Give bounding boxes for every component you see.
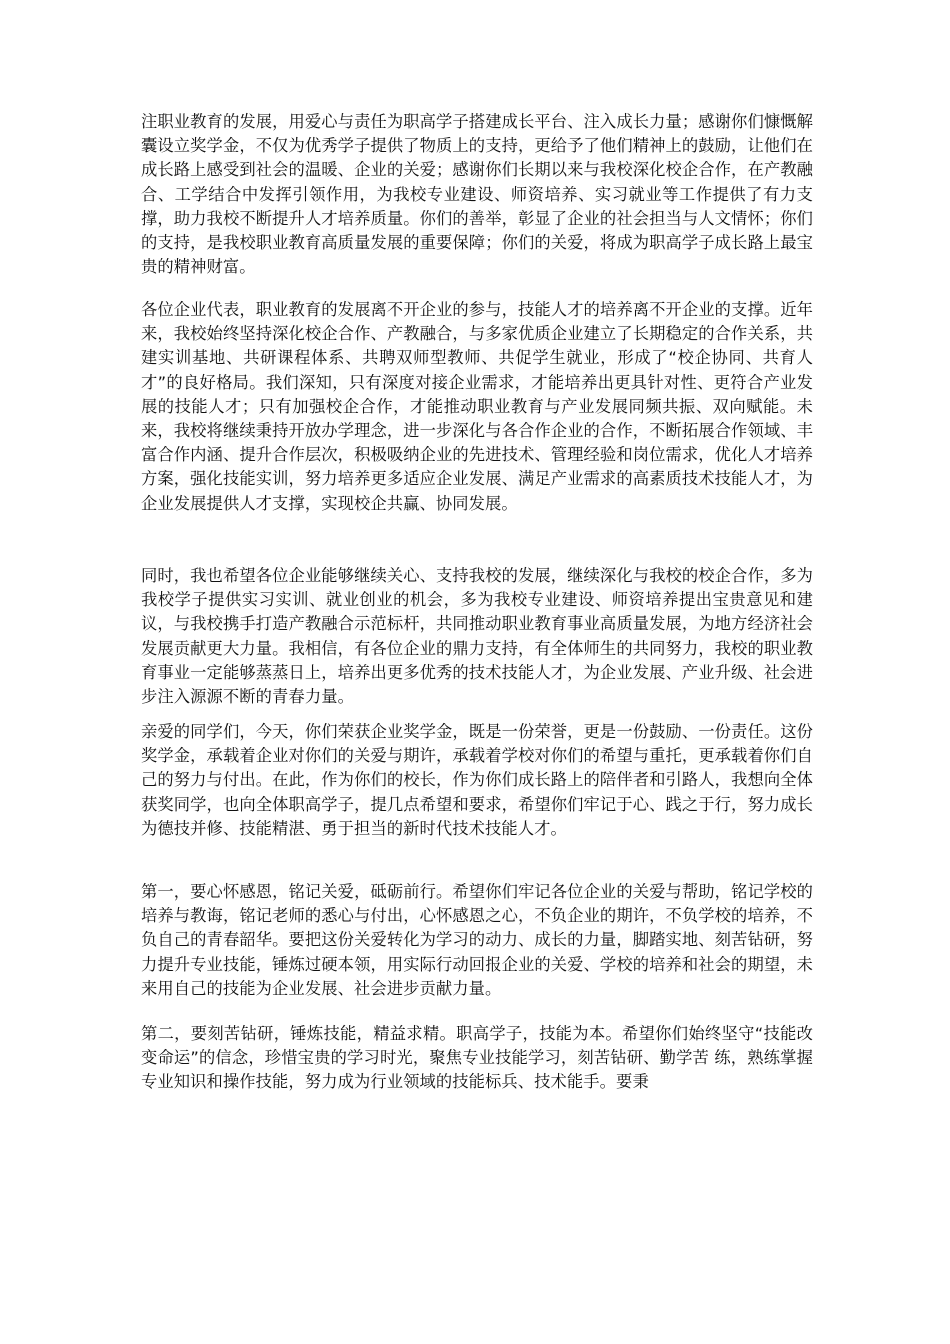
paragraph-enterprise-representatives: 各位企业代表，职业教育的发展离不开企业的参与，技能人才的培养离不开企业的支撑。近年来，我校始终坚持深化校企合作、产教融合，与多家优质企业建立了长期稳定的合作关系，共建实训基地、共研课程体系、共聘双师型教师、共促学生就业，形成了“校企协同、共育人才”的良好格局。我们深知，只有深度对接企业需求，才能培养出更具针对性、更符合产业发展的技能人才；只有加强校企合作，才能推动职业教育与产业发展同频共振、双向赋能。未来，我校将继续秉持开放办学理念，进一步深化与各合作企业的合作，不断拓展合作领域、丰富合作内涵、提升合作层次，积极吸纳企业的先进技术、管理经验和岗位需求，优化人才培养方案，强化技能实训，努力培养更多适应企业发展、满足产业需求的高素质技术技能人才，为企业发展提供人才支撑，实现校企共赢、协同发展。	[141, 300, 813, 513]
paragraph-dear-students: 亲爱的同学们，今天，你们荣获企业奖学金，既是一份荣誉，更是一份鼓励、一份责任。这份奖学金，承载着企业对你们的关爱与期许，承载着学校对你们的希望与重托，更承载着你们自己的努力与付出。在此，作为你们的校长，作为你们成长路上的陪伴者和引路人，我想向全体获奖同学，也向全体职高学子，提几点希望和要求，希望你们牢记于心、践之于行，努力成长为德技并修、技能精湛、勇于担当的新时代技术技能人才。	[141, 722, 813, 838]
paragraph-point-two-skills: 第二，要刻苦钻研，锤炼技能，精益求精。职高学子，技能为本。希望你们始终坚守“技能改变命运”的信念，珍惜宝贵的学习时光，聚焦专业技能学习，刻苦钻研、勤学苦 练，熟练掌握专业知识和操作技能，努力成为行业领域的技能标兵、技术能手。要秉	[141, 1024, 813, 1092]
paragraph-point-one-gratitude: 第一，要心怀感恩，铭记关爱，砥砺前行。希望你们牢记各位企业的关爱与帮助，铭记学校的培养与教诲，铭记老师的悉心与付出，心怀感恩之心，不负企业的期许，不负学校的培养，不负自己的青春韶华。要把这份关爱转化为学习的动力、成长的力量，脚踏实地、刻苦钻研，努力提升专业技能，锤炼过硬本领，用实际行动回报企业的关爱、学校的培养和社会的期望，未来用自己的技能为企业发展、社会进步贡献力量。	[141, 882, 813, 998]
paragraph-thanks-enterprises: 注职业教育的发展，用爱心与责任为职高学子搭建成长平台、注入成长力量；感谢你们慷慨解囊设立奖学金，不仅为优秀学子提供了物质上的支持，更给予了他们精神上的鼓励，让他们在成长路上感受到社会的温暖、企业的关爱；感谢你们长期以来与我校深化校企合作，在产教融合、工学结合中发挥引领作用，为我校专业建设、师资培养、实习就业等工作提供了有力支撑，助力我校不断提升人才培养质量。你们的善举，彰显了企业的社会担当与人文情怀；你们的支持，是我校职业教育高质量发展的重要保障；你们的关爱，将成为职高学子成长路上最宝贵的精神财富。	[141, 112, 813, 277]
paragraph-hope-for-enterprises: 同时，我也希望各位企业能够继续关心、支持我校的发展，继续深化与我校的校企合作，多为我校学子提供实习实训、就业创业的机会，多为我校专业建设、师资培养提出宝贵意见和建议，与我校携手打造产教融合示范标杆，共同推动职业教育事业高质量发展，为地方经济社会发展贡献更大力量。我相信，有各位企业的鼎力支持，有全体师生的共同努力，我校的职业教育事业一定能够蒸蒸日上，培养出更多优秀的技术技能人才，为企业发展、产业升级、社会进步注入源源不断的青春力量。	[141, 566, 813, 707]
